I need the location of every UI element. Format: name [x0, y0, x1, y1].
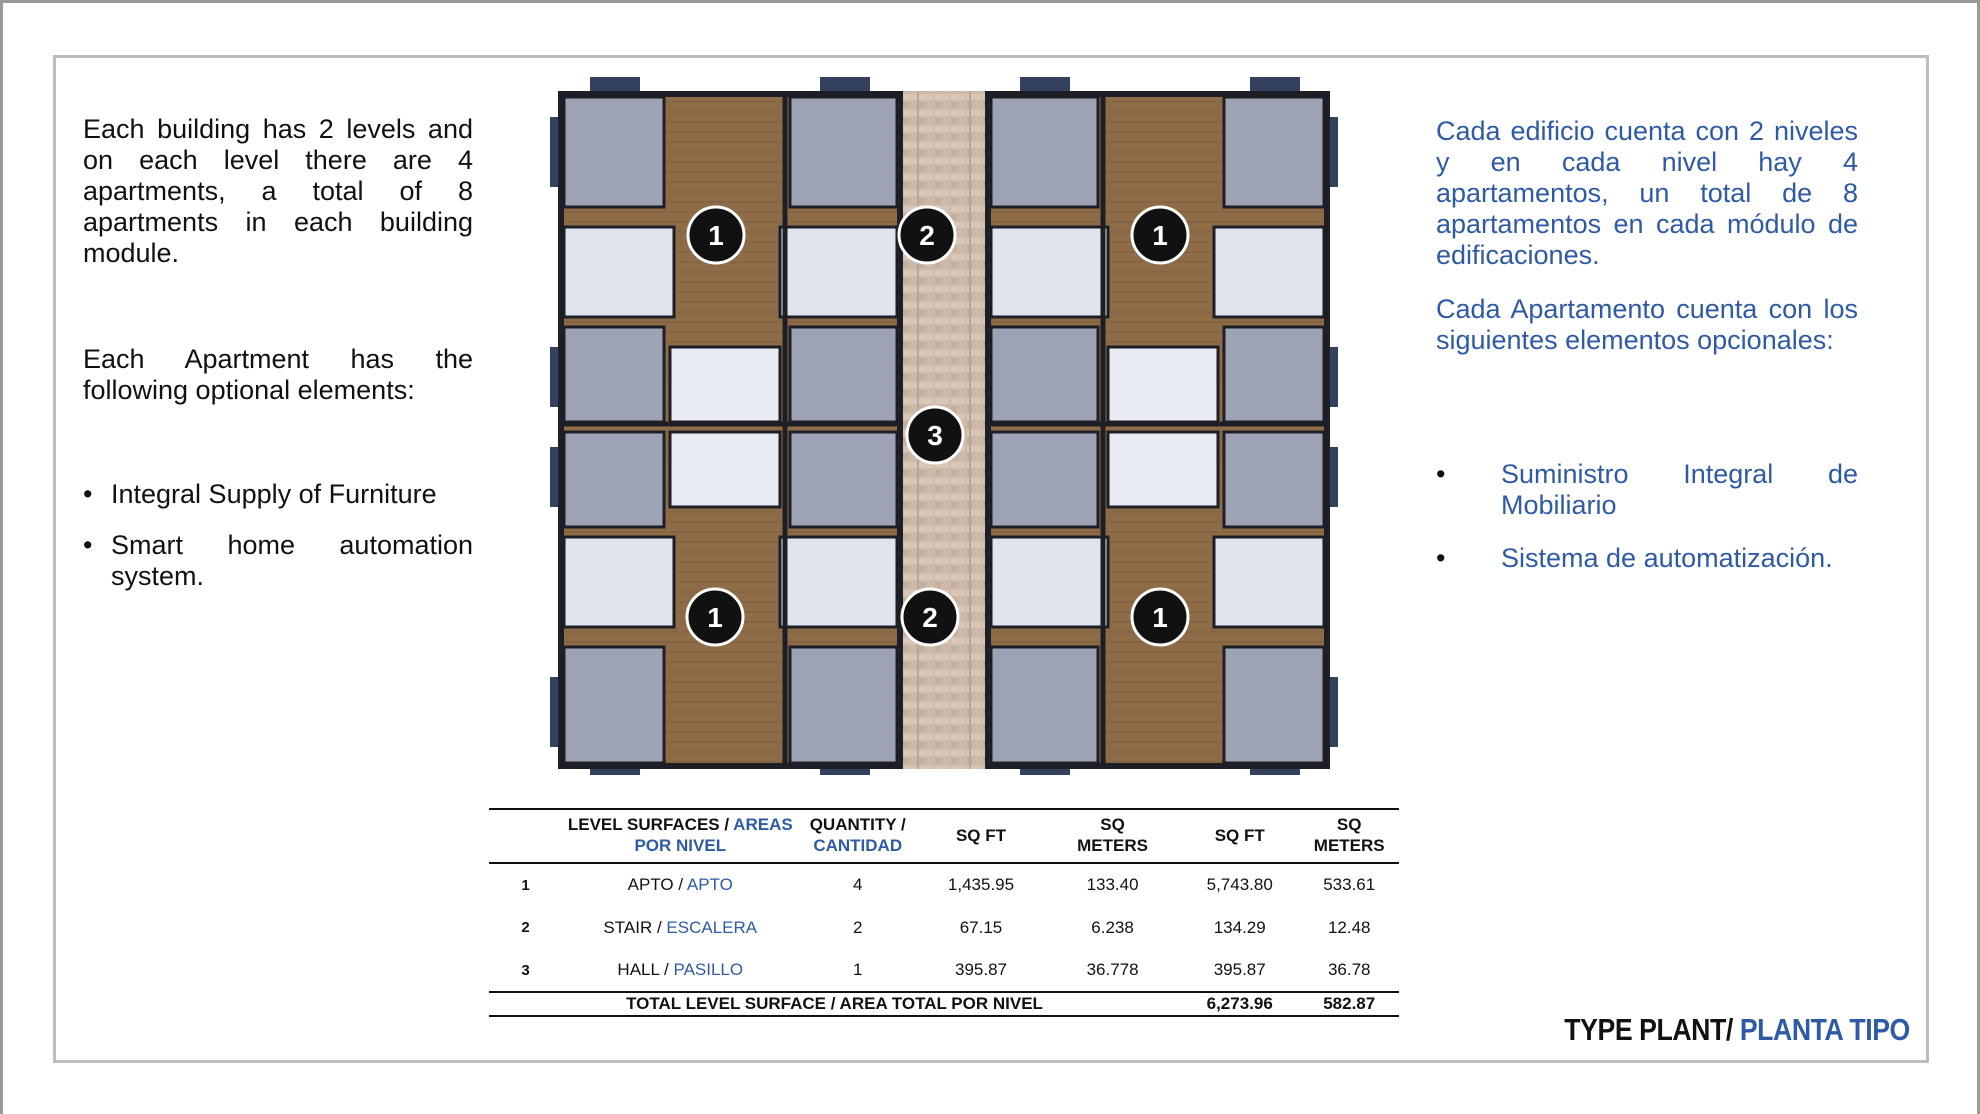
row-sqm: 6.238	[1091, 917, 1134, 937]
spanish-bullet-automation: Sistema de automatización.	[1501, 543, 1833, 573]
row-space: APTO / APTO	[627, 875, 733, 894]
english-optional-paragraph-wrap	[83, 344, 473, 406]
row-number: 2	[521, 919, 530, 936]
table-row	[489, 949, 1399, 992]
svg-text:3: 3	[927, 420, 943, 451]
row-number: 3	[521, 961, 530, 979]
plan-marker-2-top	[899, 207, 955, 263]
row-sqft: 67.15	[959, 917, 1003, 937]
area-table	[489, 808, 1399, 1017]
plan-marker-2-bottom	[902, 589, 958, 645]
english-bullet-smart-home: Smart home automation system.	[111, 530, 473, 591]
svg-text:1: 1	[708, 220, 724, 251]
english-bullet-item	[83, 530, 473, 592]
spanish-optional-paragraph-wrap	[1436, 294, 1858, 356]
english-paragraph-levels: Each building has 2 levels and on each level there are 4 apartments, a total of 8 apartments in each building module.	[83, 114, 473, 268]
row-space: HALL / PASILLO	[617, 960, 744, 979]
spanish-paragraph-levels: Cada edificio cuenta con 2 niveles y en cada nivel hay 4 apartamentos, un total de 8 apartamentos en cada módulo de edificaciones.	[1436, 116, 1858, 270]
table-row	[489, 863, 1399, 906]
row-total-sqm: 12.48	[1327, 917, 1371, 937]
table-total-row	[489, 992, 1399, 1016]
table-row	[489, 906, 1399, 949]
row-total-sqft: 5,743.80	[1206, 875, 1273, 894]
english-bullet-list	[83, 479, 473, 612]
svg-text:1: 1	[1152, 602, 1168, 633]
row-sqft: 1,435.95	[947, 875, 1015, 894]
row-sqm: 133.40	[1086, 875, 1139, 894]
english-intro-paragraph	[83, 114, 473, 269]
english-bullet-item	[83, 479, 473, 510]
row-total-sqm: 533.61	[1323, 875, 1376, 894]
floor-plan-image	[550, 77, 1338, 775]
english-bullet-furniture: Integral Supply of Furniture	[111, 479, 437, 509]
svg-text:2: 2	[919, 220, 935, 251]
header-level-surfaces: LEVEL SURFACES / AREAS POR NIVEL	[567, 815, 793, 855]
row-total-sqft: 134.29	[1213, 917, 1266, 937]
bullet-icon: •	[83, 530, 93, 560]
total-sqft: 6,273.96	[1206, 994, 1273, 1013]
svg-text:2: 2	[922, 602, 938, 633]
bullet-icon: •	[83, 479, 93, 509]
header-number	[489, 809, 562, 863]
row-sqm: 36.778	[1086, 960, 1139, 979]
bullet-icon: •	[1436, 543, 1446, 573]
total-sqm: 582.87	[1323, 994, 1376, 1013]
header-quantity: QUANTITY / CANTIDAD	[809, 815, 906, 855]
plan-marker-1-top-right	[1132, 207, 1188, 263]
header-sqm-unit: SQ METERS	[1077, 815, 1148, 855]
row-quantity: 4	[852, 875, 863, 894]
type-plant-title: TYPE PLANT/ PLANTA TIPO	[1564, 1012, 1910, 1047]
plan-marker-1-top-left	[688, 207, 744, 263]
row-total-sqft: 395.87	[1213, 960, 1266, 979]
row-total-sqm: 36.78	[1327, 960, 1371, 979]
english-paragraph-optional: Each Apartment has the following optional elements:	[83, 344, 473, 405]
spanish-bullet-item	[1436, 459, 1858, 521]
svg-text:1: 1	[1152, 220, 1168, 251]
total-label: TOTAL LEVEL SURFACE / AREA TOTAL POR NIVEL	[626, 994, 1043, 1013]
row-number: 1	[521, 876, 530, 894]
spanish-bullet-furniture: Suministro Integral de Mobiliario	[1501, 459, 1858, 520]
spanish-bullet-item	[1436, 543, 1858, 574]
header-sqm-total: SQ METERS	[1313, 815, 1385, 855]
table-header-row	[489, 809, 1399, 863]
plan-marker-1-bottom-left	[687, 589, 743, 645]
spanish-paragraph-optional: Cada Apartamento cuenta con los siguientes elementos opcionales:	[1436, 294, 1858, 355]
bullet-icon: •	[1436, 459, 1446, 489]
spanish-bullet-list	[1436, 459, 1858, 596]
header-sqft-unit: SQ FT	[955, 825, 1007, 845]
row-sqft: 395.87	[955, 960, 1007, 979]
plan-marker-3-center	[907, 407, 963, 463]
row-space: STAIR / ESCALERA	[603, 917, 758, 937]
row-quantity: 2	[852, 917, 863, 937]
plan-marker-1-bottom-right	[1132, 589, 1188, 645]
svg-text:1: 1	[707, 602, 723, 633]
spanish-intro-paragraph	[1436, 116, 1858, 271]
row-quantity: 1	[852, 960, 863, 979]
header-sqft-total: SQ FT	[1214, 825, 1265, 845]
